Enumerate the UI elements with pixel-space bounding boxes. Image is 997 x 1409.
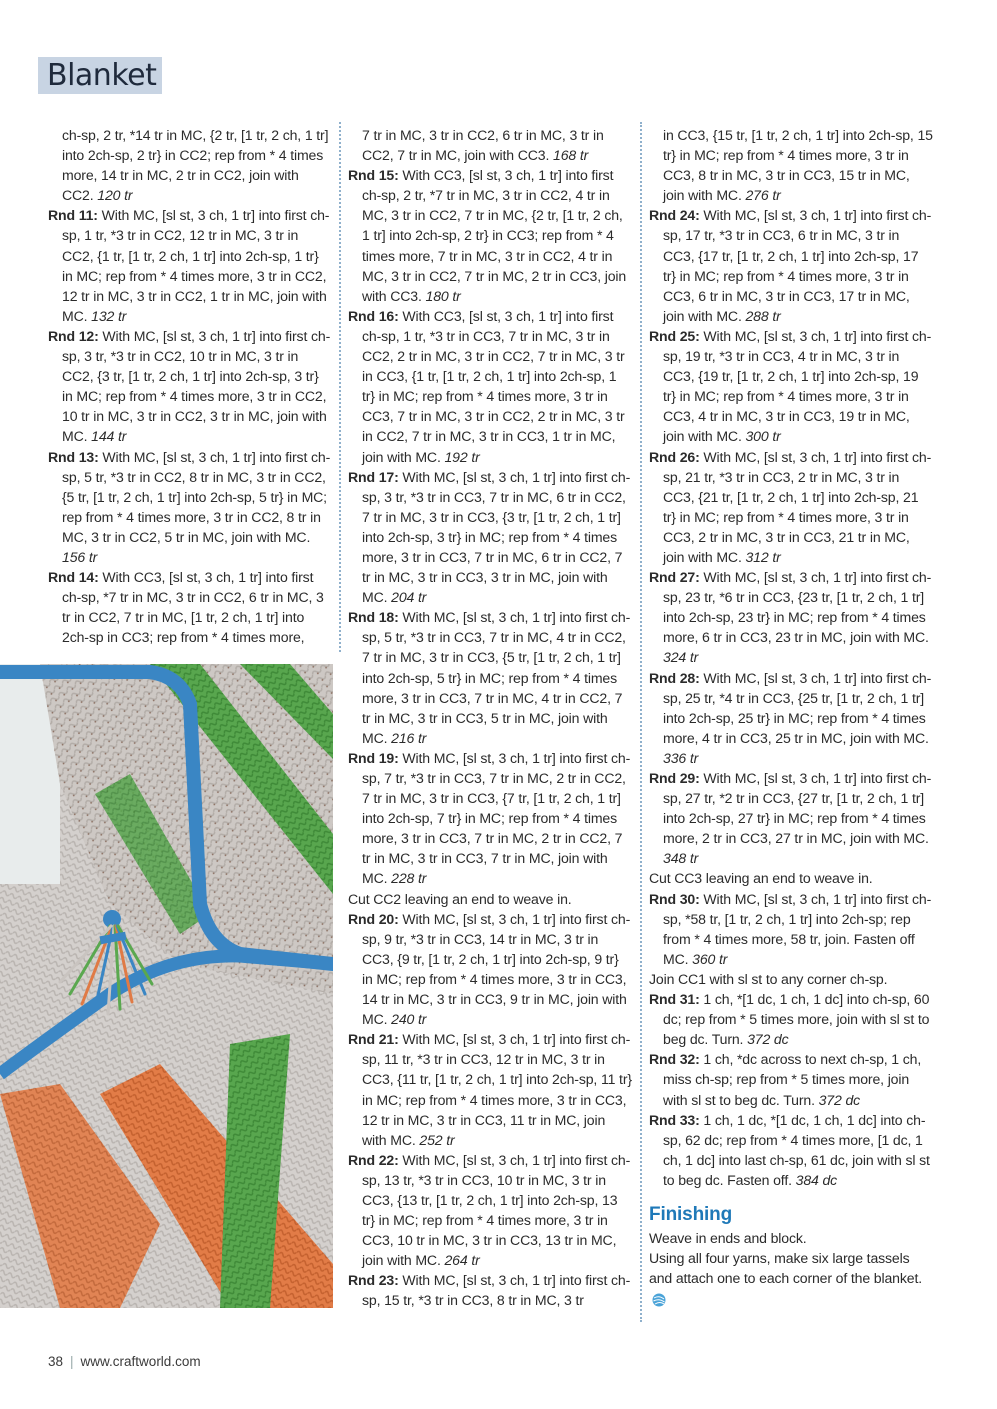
instruction-text [649, 969, 934, 989]
round-text: With MC, [sl st, 3 ch, 1 tr] into first ch-sp, 9 tr, *3 tr in CC3, 14 tr in MC, 3 tr in CC3, {9 tr, [1 tr, 2 ch, 1 tr] into 2ch-sp, 9 tr} in MC; rep from * 4 times more, 3 tr in CC3, 14 tr in MC, 3 tr in CC3, 9 tr in MC, join with MC. [362, 910, 631, 1028]
round-label: Rnd 15: [348, 167, 399, 184]
round-label: Rnd 13: [48, 448, 99, 465]
round-text: 1 ch, *dc across to next ch-sp, 1 ch, miss ch-sp; rep from * 5 times more, join with sl st to beg dc. Turn. [663, 1051, 922, 1108]
section-title: Blanket [38, 57, 162, 94]
round-text: Cut CC2 leaving an end to weave in. [348, 890, 572, 907]
round-label: Rnd 14: [48, 569, 99, 586]
round-instruction [348, 909, 633, 1030]
stitch-count: 348 tr [663, 850, 699, 867]
round-text: With MC, [sl st, 3 ch, 1 tr] into first ch-sp, 13 tr, *3 tr in CC3, 10 tr in MC, 3 tr in CC3, {13 tr, [1 tr, 2 ch, 1 tr] into 2ch-sp, 13 tr} in MC; rep from * 4 times more, 3 tr in CC3, 10 tr in MC, 3 tr in CC3, 13 tr in MC, join with MC. [362, 1151, 631, 1269]
round-instruction [649, 889, 934, 969]
round-label: Rnd 11: [48, 207, 98, 224]
column-divider [339, 122, 341, 652]
stitch-count: 336 tr [663, 749, 699, 766]
finishing-line: Weave in ends and block. [649, 1229, 807, 1246]
round-text: 7 tr in MC, 3 tr in CC2, 6 tr in MC, 3 tr in CC2, 7 tr in MC, join with CC3. [362, 127, 604, 164]
round-instruction [48, 326, 331, 447]
round-text: With MC, [sl st, 3 ch, 1 tr] into first ch-sp, 3 tr, *3 tr in CC2, 10 tr in MC, 3 tr in CC2, {3 tr, [1 tr, 2 ch, 1 tr] into 2ch-sp, 3 tr} in MC; rep from * 4 times more, 3 tr in CC2, 10 tr in MC, 3 tr in CC2, 3 tr in MC, join with MC. [62, 327, 331, 445]
round-label: Rnd 19: [348, 749, 399, 766]
round-label: Rnd 21: [348, 1031, 399, 1048]
footer-separator: | [70, 1354, 74, 1369]
round-label: Rnd 18: [348, 609, 399, 626]
round-instruction [48, 447, 331, 568]
round-text: With MC, [sl st, 3 ch, 1 tr] into first ch-sp, 1 tr, *3 tr in CC2, 12 tr in MC, 3 tr in CC2, {1 tr, [1 tr, 2 ch, 1 tr] into 2ch-sp, 1 tr} in MC; rep from * 4 times more, 3 tr in CC2, 12 tr in MC, 3 tr in CC2, 1 tr in MC, join with MC. [62, 207, 330, 324]
stitch-count: 312 tr [745, 548, 781, 565]
round-text: With MC, [sl st, 3 ch, 1 tr] into first ch-sp, 5 tr, *3 tr in CC3, 7 tr in MC, 4 tr in CC2, 7 tr in MC, 3 tr in CC3, {5 tr, [1 tr, 2 ch, 1 tr] into 2ch-sp, 5 tr} in MC; rep from * 4 times more, 3 tr in CC3, 7 tr in MC, 4 tr in CC2, 7 tr in MC, 3 tr in CC3, 5 tr in MC, join with MC. [362, 609, 631, 746]
round-text: With MC, [sl st, 3 ch, 1 tr] into first ch-sp, 17 tr, *3 tr in CC3, 6 tr in MC, 3 tr in CC3, {17 tr, [1 tr, 2 ch, 1 tr] into 2ch-sp, 17 tr} in MC; rep from * 4 times more, 3 tr in CC3, 6 tr in MC, 3 tr in CC3, 17 tr in MC, join with MC. [663, 207, 932, 324]
instruction-text [348, 125, 633, 165]
stitch-count: 204 tr [391, 589, 427, 606]
round-instruction [48, 567, 331, 647]
instructions-column-3 [649, 125, 934, 1308]
website-link[interactable]: www.craftworld.com [80, 1354, 201, 1369]
round-label: Rnd 33: [649, 1111, 700, 1128]
round-label: Rnd 24: [649, 207, 700, 224]
round-label: Rnd 17: [348, 468, 399, 485]
stitch-count: 372 dc [818, 1091, 861, 1108]
round-instruction [649, 447, 934, 568]
stitch-count: 192 tr [444, 448, 480, 465]
round-text: in CC3, {15 tr, [1 tr, 2 ch, 1 tr] into 2ch-sp, 15 tr} in MC; rep from * 4 times more, 3 tr in CC3, 8 tr in MC, 3 tr in CC3, 15 tr in MC, join with MC. [663, 127, 933, 204]
round-instruction [348, 306, 633, 467]
round-label: Rnd 12: [48, 327, 99, 344]
round-label: Rnd 16: [348, 307, 399, 324]
round-label: Rnd 26: [649, 448, 700, 465]
round-instruction [348, 1150, 633, 1271]
round-label: Rnd 30: [649, 890, 700, 907]
round-label: Rnd 29: [649, 770, 700, 786]
round-text: With MC, [sl st, 3 ch, 1 tr] into first ch-sp, 25 tr, *4 tr in CC3, {25 tr, [1 tr, 2 ch, 1 tr] into 2ch-sp, 25 tr} in MC; rep from * 4 times more, 4 tr in CC3, 25 tr in MC, join with MC. [663, 669, 932, 746]
instructions-column-2 [348, 125, 633, 1311]
round-text: Join CC1 with sl st to any corner ch-sp. [649, 970, 888, 987]
round-label: Rnd 31: [649, 991, 700, 1008]
round-label: Rnd 27: [649, 569, 700, 586]
stitch-count: 276 tr [745, 187, 781, 204]
round-text: With MC, [sl st, 3 ch, 1 tr] into first ch-sp, 15 tr, *3 tr in CC3, 8 tr in MC, 3 tr [362, 1272, 631, 1309]
round-text: With MC, [sl st, 3 ch, 1 tr] into first ch-sp, 11 tr, *3 tr in CC3, 12 tr in MC, 3 tr in CC3, {11 tr, [1 tr, 2 ch, 1 tr] into 2ch-sp, 11 tr} in MC; rep from * 4 times more, 3 tr in CC3, 12 tr in MC, 3 tr in CC3, 11 tr in MC, join with MC. [362, 1031, 632, 1148]
finishing-text [649, 1248, 934, 1308]
round-instruction [649, 989, 934, 1049]
round-label: Rnd 25: [649, 327, 700, 344]
round-instruction [348, 1029, 633, 1150]
round-text: 1 ch, *[1 dc, 1 ch, 1 dc] into ch-sp, 60 dc; rep from * 5 times more, join with sl st to beg dc. Turn. [663, 991, 930, 1048]
stitch-count: 120 tr [97, 187, 133, 204]
finishing-text [649, 1228, 934, 1248]
round-text: With MC, [sl st, 3 ch, 1 tr] into first ch-sp, 21 tr, *3 tr in CC3, 2 tr in MC, 3 tr in CC3, {21 tr, [1 tr, 2 ch, 1 tr] into 2ch-sp, 21 tr} in MC; rep from * 4 times more, 3 tr in CC3, 2 tr in MC, 3 tr in CC3, 21 tr in MC, join with MC. [663, 448, 932, 565]
stitch-count: 324 tr [663, 649, 699, 666]
round-label: Rnd 22: [348, 1151, 399, 1168]
instruction-text [649, 868, 934, 888]
round-text: With CC3, [sl st, 3 ch, 1 tr] into first ch-sp, 2 tr, *7 tr in MC, 3 tr in CC2, 4 tr in MC, 3 tr in CC2, 7 tr in MC, {2 tr, [1 tr, 2 ch, 1 tr] into 2ch-sp, 2 tr} in CC3; rep from * 4 times more, 7 tr in MC, 3 tr in CC2, 4 tr in MC, 3 tr in CC2, 7 tr in MC, 2 tr in CC3, join with CC3. [362, 167, 627, 304]
stitch-count: 216 tr [391, 729, 427, 746]
round-text: Cut CC3 leaving an end to weave in. [649, 870, 873, 887]
stitch-count: 228 tr [391, 870, 427, 887]
instructions-column-1 [48, 125, 331, 647]
round-instruction [649, 1110, 934, 1190]
stitch-count: 300 tr [745, 428, 781, 445]
round-text: With CC3, [sl st, 3 ch, 1 tr] into first ch-sp, *7 tr in MC, 3 tr in CC2, 6 tr in MC, 3 tr in CC2, 7 tr in MC, [1 tr, 2 ch, 1 tr] into 2ch-sp in CC3; rep from * 4 times more, [62, 569, 324, 646]
round-text: With MC, [sl st, 3 ch, 1 tr] into first ch-sp, 3 tr, *3 tr in CC3, 7 tr in MC, 6 tr in CC2, 7 tr in MC, 3 tr in CC3, {3 tr, [1 tr, 2 ch, 1 tr] into 2ch-sp, 3 tr} in MC; rep from * 4 times more, 3 tr in CC3, 7 tr in MC, 6 tr in CC2, 7 tr in MC, 3 tr in CC3, 3 tr in MC, join with MC. [362, 468, 631, 606]
round-instruction [348, 165, 633, 306]
round-text: 1 ch, 1 dc, *[1 dc, 1 ch, 1 dc] into ch-sp, 62 dc; rep from * 4 times more, [1 dc, 1 ch, 1 dc] into last ch-sp, 61 dc, join with sl st to beg dc. Fasten off. [663, 1111, 930, 1188]
stitch-count: 180 tr [425, 287, 461, 304]
round-instruction [649, 326, 934, 447]
round-text: ch-sp, 2 tr, *14 tr in MC, {2 tr, [1 tr, 2 ch, 1 tr] into 2ch-sp, 2 tr} in CC2; rep from * 4 times more, 14 tr in MC, 2 tr in CC2, join with CC2. [62, 127, 329, 204]
round-label: Rnd 28: [649, 669, 700, 686]
round-instruction [649, 205, 934, 326]
stitch-count: 132 tr [91, 307, 127, 324]
stitch-count: 384 dc [795, 1171, 838, 1188]
round-instruction [649, 768, 934, 868]
round-label: Rnd 23: [348, 1272, 399, 1289]
finishing-heading: Finishing [649, 1203, 733, 1225]
page-number: 38 [48, 1354, 64, 1369]
blanket-photo [0, 664, 333, 1308]
round-text: With MC, [sl st, 3 ch, 1 tr] into first ch-sp, *58 tr, [1 tr, 2 ch, 1 tr] into 2ch-sp; rep from * 4 times more, 58 tr, join. Fasten off MC. [663, 890, 932, 967]
round-text: With MC, [sl st, 3 ch, 1 tr] into first ch-sp, 23 tr, *6 tr in CC3, {23 tr, [1 tr, 2 ch, 1 tr] into 2ch-sp, 23 tr} in MC; rep from * 4 times more, 6 tr in CC3, 23 tr in MC, join with MC. [663, 569, 932, 646]
round-text: With MC, [sl st, 3 ch, 1 tr] into first ch-sp, 19 tr, *3 tr in CC3, 4 tr in MC, 3 tr in CC3, {19 tr, [1 tr, 2 ch, 1 tr] into 2ch-sp, 19 tr} in MC; rep from * 4 times more, 3 tr in CC3, 4 tr in MC, 3 tr in CC3, 19 tr in MC, join with MC. [663, 327, 932, 445]
round-instruction [649, 1049, 934, 1109]
stitch-count: 252 tr [419, 1131, 455, 1148]
stitch-count: 288 tr [745, 307, 781, 324]
stitch-count: 144 tr [91, 428, 127, 445]
round-instruction [649, 668, 934, 768]
round-instruction [48, 205, 331, 326]
page-footer [48, 1354, 201, 1369]
round-instruction [348, 607, 633, 748]
instruction-text [48, 125, 331, 205]
stitch-count: 372 dc [747, 1031, 789, 1048]
instruction-text [649, 125, 934, 205]
stitch-count: 264 tr [444, 1252, 480, 1269]
round-text: With CC3, [sl st, 3 ch, 1 tr] into first ch-sp, 1 tr, *3 tr in CC3, 7 tr in MC, 3 tr in CC2, 2 tr in MC, 3 tr in CC2, 7 tr in MC, 3 tr in CC3, {1 tr, [1 tr, 2 ch, 1 tr] into 2ch-sp, 1 tr} in MC; rep from * 4 times more, 3 tr in CC3, 7 tr in MC, 3 tr in CC2, 2 tr in MC, 3 tr in CC2, 7 tr in MC, 3 tr in CC3, 1 tr in MC, join with MC. [362, 307, 625, 465]
round-label: Rnd 20: [348, 910, 399, 927]
stitch-count: 240 tr [391, 1011, 427, 1028]
round-label: Rnd 32: [649, 1051, 700, 1068]
stitch-count: 156 tr [62, 548, 98, 565]
round-instruction [348, 1270, 633, 1310]
round-instruction [348, 467, 633, 608]
column-divider [640, 122, 642, 1322]
yarn-ball-icon [652, 1293, 666, 1307]
round-instruction [649, 567, 934, 667]
stitch-count: 168 tr [553, 147, 589, 164]
round-text: With MC, [sl st, 3 ch, 1 tr] into first ch-sp, 7 tr, *3 tr in CC3, 7 tr in MC, 2 tr in CC2, 7 tr in MC, 3 tr in CC3, {7 tr, [1 tr, 2 ch, 1 tr] into 2ch-sp, 7 tr} in MC; rep from * 4 times more, 3 tr in CC3, 7 tr in MC, 2 tr in CC2, 7 tr in MC, 3 tr in CC3, 7 tr in MC, join with MC. [362, 749, 631, 887]
round-text: With MC, [sl st, 3 ch, 1 tr] into first ch-sp, 5 tr, *3 tr in CC2, 8 tr in MC, 3 tr in CC2, {5 tr, [1 tr, 2 ch, 1 tr] into 2ch-sp, 5 tr} in MC; rep from * 4 times more, 3 tr in CC2, 8 tr in MC, 3 tr in CC2, 5 tr in MC, join with MC. [62, 448, 331, 545]
stitch-count: 360 tr [692, 950, 728, 967]
round-instruction [348, 748, 633, 889]
finishing-line: Using all four yarns, make six large tassels and attach one to each corner of the blanket. [649, 1250, 922, 1287]
round-text: With MC, [sl st, 3 ch, 1 tr] into first ch-sp, 27 tr, *2 tr in CC3, {27 tr, [1 tr, 2 ch, 1 tr] into 2ch-sp, 27 tr} in MC; rep from * 4 times more, 2 tr in CC3, 27 tr in MC, join with MC. [663, 770, 932, 847]
instruction-text [348, 889, 633, 909]
